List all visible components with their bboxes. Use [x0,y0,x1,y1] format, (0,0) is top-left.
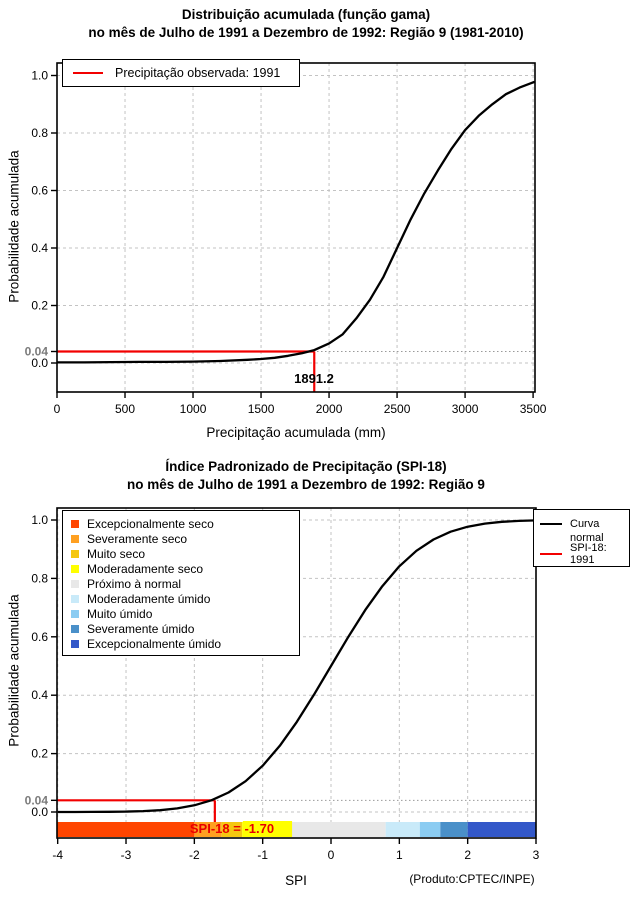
spi-value-annotation: SPI-18 = -1.70 [189,821,275,836]
spi-chart-title: Índice Padronizado de Precipitação (SPI-18) [165,459,447,474]
category-swatch-icon [71,535,79,543]
legend-item [71,516,293,531]
legend-spi-label: SPI-18: 1991 [570,541,607,566]
legend-item [71,591,293,606]
x-tick-label: 3000 [451,402,479,416]
gamma-x-axis-label: Precipitação acumulada (mm) [206,425,386,440]
gamma-grid [57,63,535,392]
x-tick-label: 2 [464,848,472,862]
category-band-segment [420,822,440,837]
category-swatch-icon [71,565,79,573]
y-tick-label: 0.4 [31,688,48,703]
y-tick-label: 1.0 [31,68,48,83]
category-label: Severamente úmido [87,621,195,636]
legend-item [71,531,293,546]
y-tick-label: 0.6 [31,183,48,198]
legend-item [71,636,293,651]
category-label: Excepcionalmente úmido [87,636,222,651]
category-swatch-icon [71,625,79,633]
category-swatch-icon [71,610,79,618]
x-tick-label: 3 [532,848,540,862]
category-label: Moderadamente úmido [87,591,211,606]
gamma-chart-subtitle: no mês de Julho de 1991 a Dezembro de 1992: Região 9 (1981-2010) [88,25,524,40]
y-tick-label: 0.04 [24,793,48,808]
category-band-segment [440,822,467,837]
x-tick-label: 1 [395,848,403,862]
y-tick-label: 0.8 [31,571,48,586]
category-label: Severamente seco [87,531,188,546]
gamma-y-axis-label: Probabilidade acumulada [6,150,22,303]
spi-x-axis-label: SPI [285,873,307,888]
x-tick-label: 2500 [383,402,411,416]
legend-item [71,561,293,576]
category-label: Muito seco [87,546,146,561]
plot-box [57,63,535,392]
spi-category-band [57,821,536,837]
x-tick-label: -1 [257,848,269,862]
category-band-segment [468,822,536,837]
gamma-curve [57,82,535,363]
y-tick-label: 0.0 [31,356,48,370]
y-tick-label: 0.04 [24,344,48,359]
x-tick-label: 0 [327,848,335,862]
x-tick-label: 1000 [179,402,207,416]
spi-chart-subtitle: no mês de Julho de 1991 a Dezembro de 1992: Região 9 [127,477,485,492]
gamma-plot [25,63,547,416]
y-tick-label: 1.0 [31,513,48,527]
category-swatch-icon [71,580,79,588]
category-label: Moderadamente seco [87,561,204,576]
legend-item [71,546,293,561]
x-tick-label: -2 [189,848,200,862]
x-tick-label: 1500 [247,402,275,416]
category-swatch-icon [71,550,79,558]
category-swatch-icon [71,520,79,528]
legend-curve-label-2: normal [570,532,604,544]
category-swatch-icon [71,640,79,648]
red-line-sample-icon [540,553,562,555]
gamma-legend [62,59,300,87]
y-tick-label: 0.6 [31,629,48,644]
legend-curve-label-1: Curva [570,517,600,530]
legend-row-curve [540,516,625,531]
spi-category-legend [62,510,300,656]
y-tick-label: 0.2 [31,298,48,313]
spi-curve-legend [533,509,630,567]
legend-item [71,621,293,636]
spi-y-axis-label: Probabilidade acumulada [6,594,22,747]
x-tick-label: -3 [120,848,132,862]
precipitation-value-annotation: 1891.2 [294,371,334,386]
category-label: Próximo à normal [87,576,182,591]
category-band-segment [386,822,420,837]
x-tick-label: 0 [53,402,61,416]
x-tick-label: 2000 [315,402,343,416]
product-source-label: (Produto:CPTEC/INPE) [409,872,535,886]
x-tick-label: -4 [52,848,64,862]
category-swatch-icon [71,595,79,603]
category-label: Muito úmido [87,606,153,621]
y-tick-label: 0.4 [31,241,48,255]
x-tick-label: 500 [114,402,136,416]
legend-item [71,606,293,621]
category-label: Excepcionalmente seco [87,516,214,531]
legend-row-spi [540,541,625,566]
y-tick-label: 0.2 [31,746,48,761]
legend-item [71,576,293,591]
gamma-chart-title: Distribuição acumulada (função gama) [181,7,431,22]
gamma-legend-label: Precipitação observada: 1991 [115,66,281,80]
x-tick-label: 3500 [519,402,547,416]
black-line-sample-icon [540,523,562,525]
y-tick-label: 0.0 [31,805,48,819]
y-tick-label: 0.8 [31,126,48,140]
red-line-sample-icon [73,72,103,74]
